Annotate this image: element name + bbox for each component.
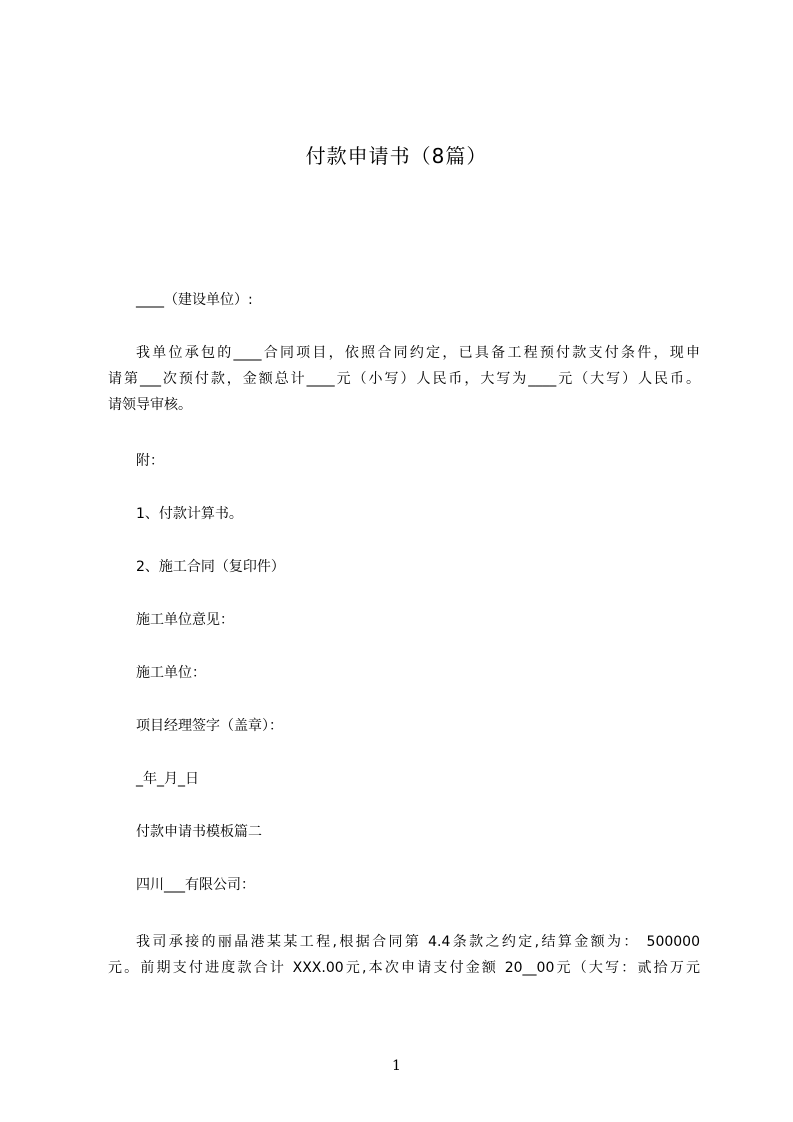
paragraph-line: 请领导审核。 — [108, 397, 192, 413]
paragraph-settlement — [108, 929, 700, 981]
addressee-line: 四川___有限公司： — [136, 877, 255, 893]
paragraph-line: 请第___次预付款，金额总计____元（小写）人民币，大写为____元（大写）人民币。 — [108, 371, 700, 387]
paragraph-line: 元。前期支付进度款合计 XXX.00元,本次申请支付金额 20__00元（大写：贰拾万元 — [108, 960, 700, 976]
attachment-item-1: 1、付款计算书。 — [136, 506, 243, 522]
paragraph-line: 我司承接的丽晶港某某工程,根据合同第 4.4条款之约定,结算金额为： 500000 — [136, 934, 700, 950]
date-line: _年_月_日 — [136, 771, 199, 787]
contractor-label: 施工单位： — [136, 665, 206, 681]
paragraph-line: 我单位承包的____合同项目，依照合同约定，已具备工程预付款支付条件，现申 — [136, 345, 700, 361]
attachment-item-2: 2、施工合同（复印件） — [136, 559, 285, 575]
contractor-opinion-label: 施工单位意见： — [136, 612, 234, 628]
document-title: 付款申请书（8篇） — [305, 144, 488, 168]
paragraph-application — [108, 340, 700, 418]
addressee-line: ____（建设单位）: — [136, 292, 253, 308]
page-number: 1 — [392, 1058, 401, 1074]
section-heading: 付款申请书模板篇二 — [136, 824, 262, 840]
attachment-label: 附： — [136, 453, 164, 469]
pm-signature-label: 项目经理签字（盖章）： — [136, 718, 283, 734]
